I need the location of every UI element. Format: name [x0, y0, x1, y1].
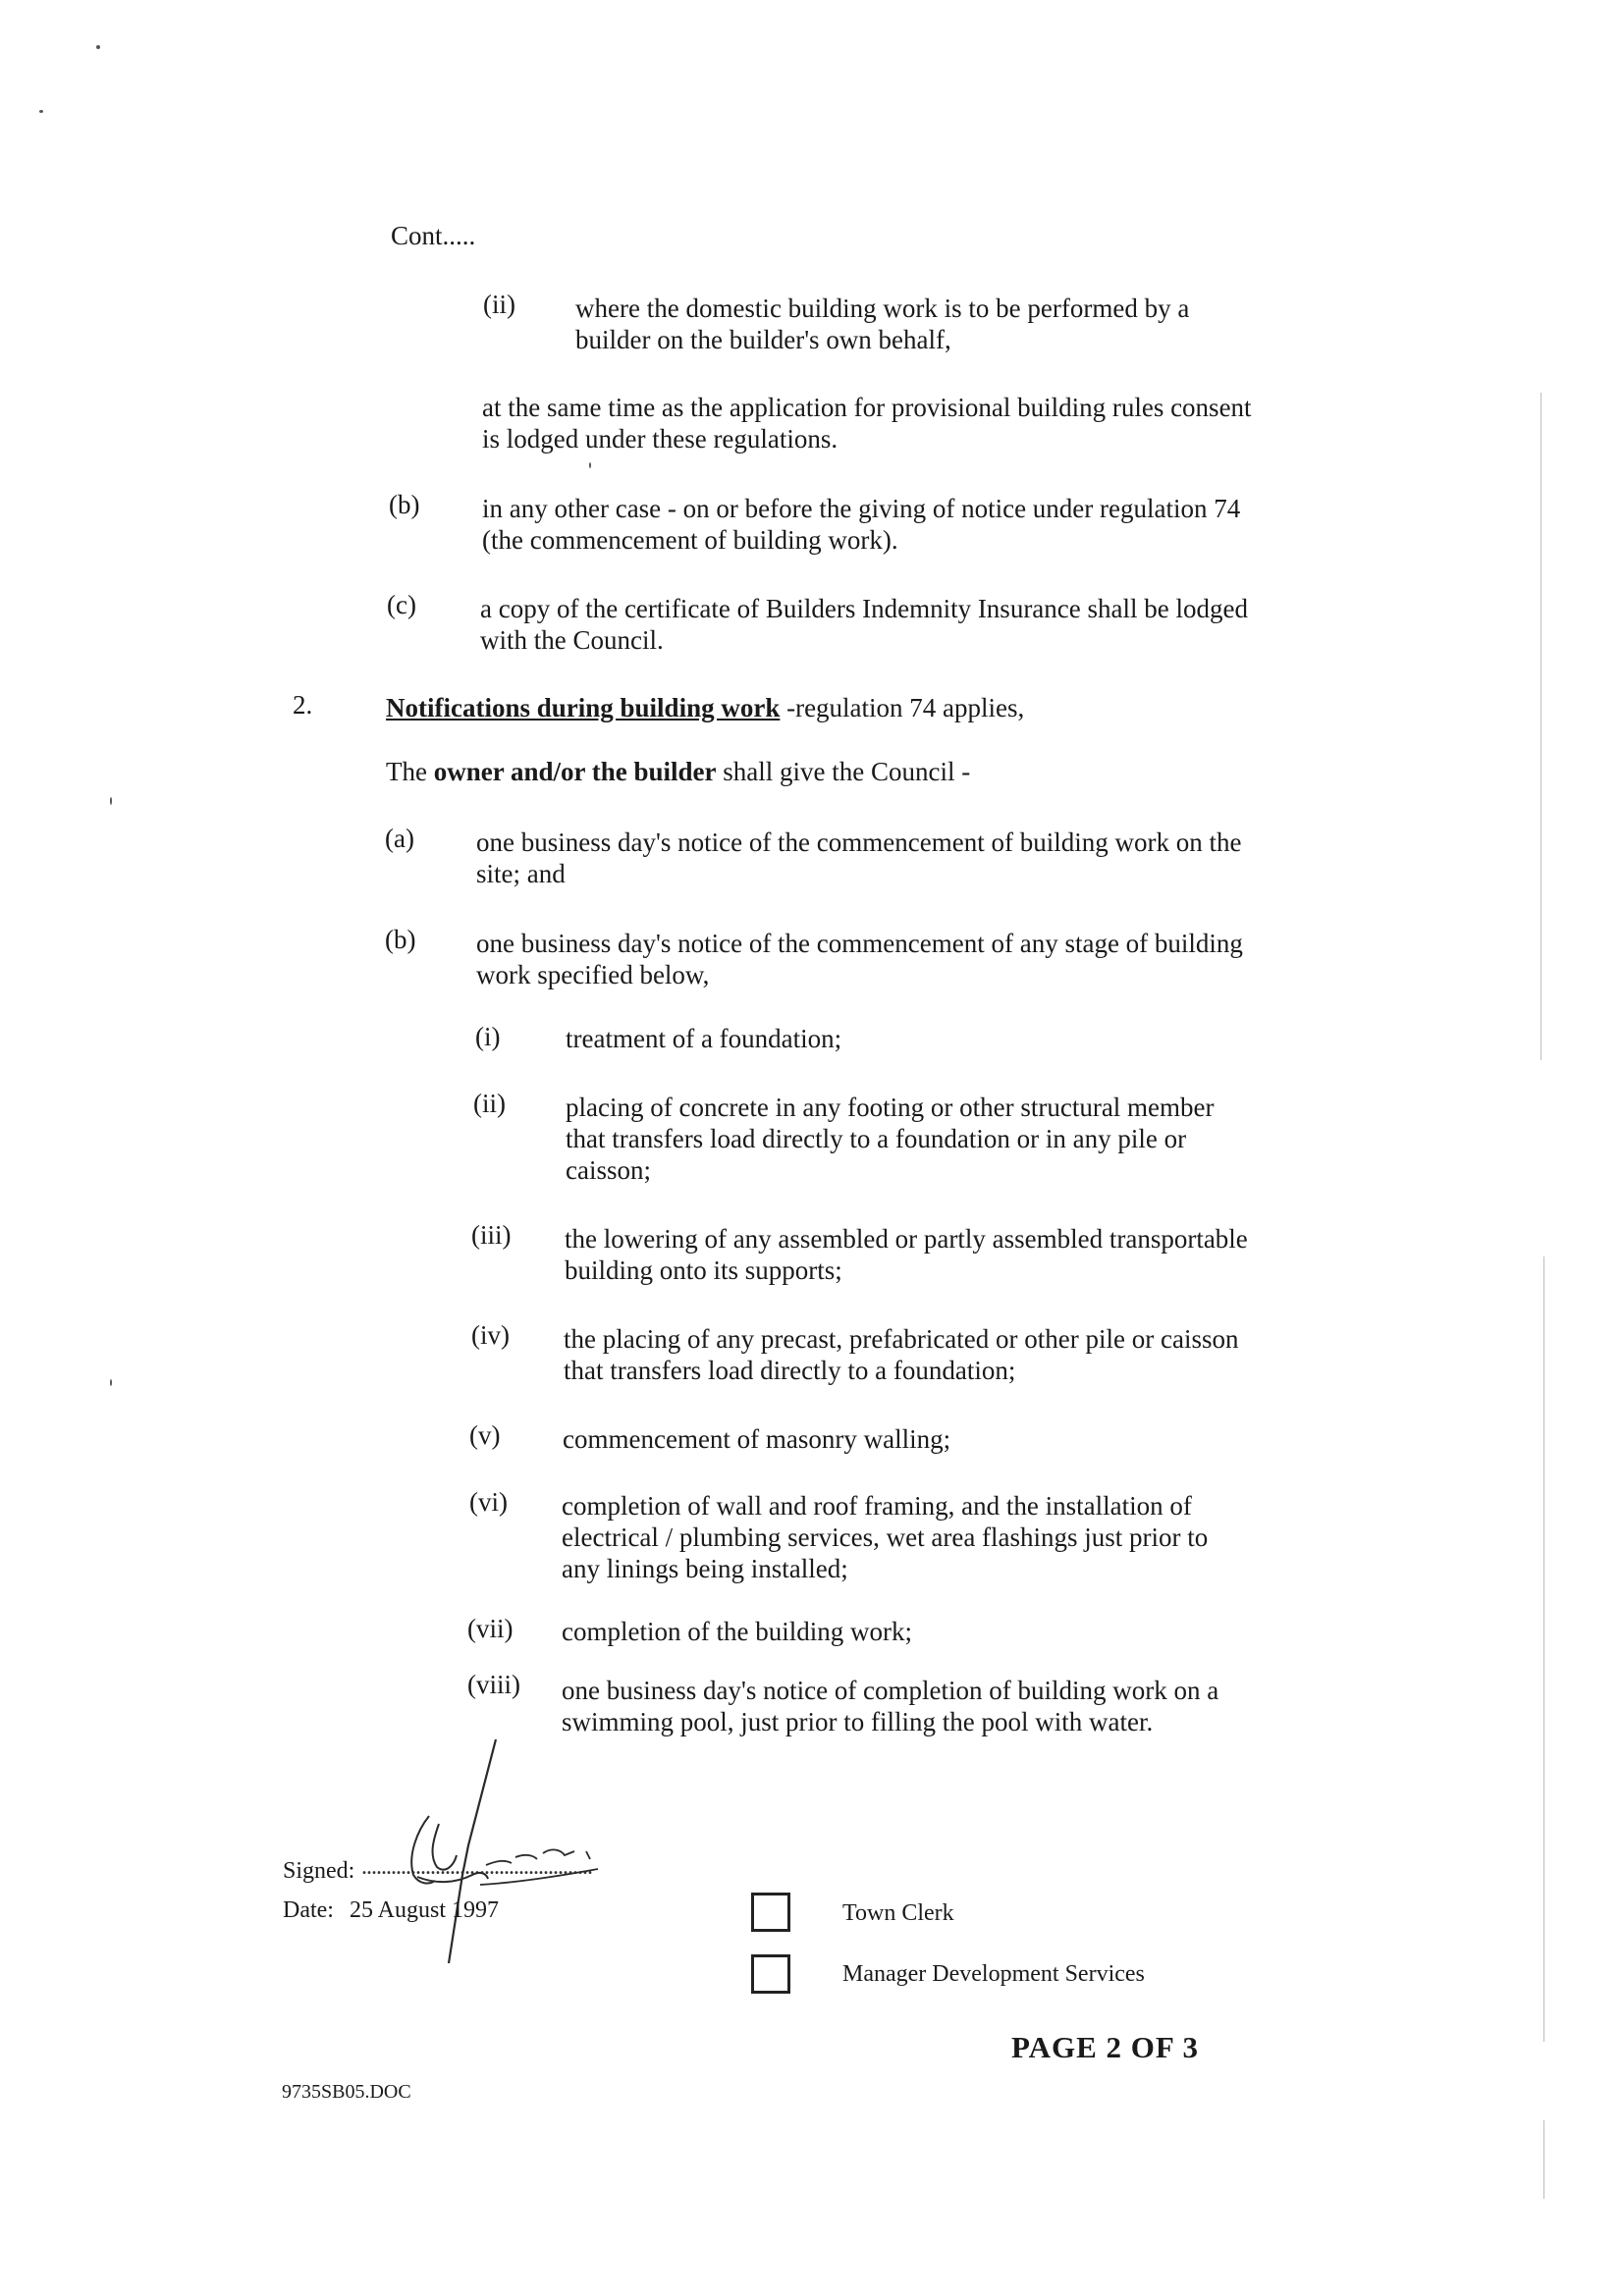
item-b2-text: [476, 928, 1321, 990]
subitem-line: that transfers load directly to a foundation;: [564, 1356, 1016, 1385]
subitem-line: electrical / plumbing services, wet area flashings just prior to: [562, 1522, 1209, 1552]
date-value: 25 August 1997: [350, 1897, 500, 1923]
scan-edge-line: [1543, 1256, 1544, 2042]
item-text-line: builder on the builder's own behalf,: [575, 325, 951, 354]
scan-edge-line: [1543, 2120, 1544, 2199]
subitem-line: that transfers load directly to a foundation or in any pile or: [566, 1124, 1187, 1153]
item-b2-label: (b): [385, 925, 416, 954]
subitem-text: [563, 1423, 1309, 1455]
section-lead: [386, 756, 1270, 787]
item-line: site; and: [476, 859, 566, 888]
section-heading: [386, 692, 1270, 723]
subitem-label: (ii): [473, 1089, 506, 1118]
subitem-label: (vi): [469, 1487, 508, 1517]
item-line: in any other case - on or before the giving of notice under regulation 74: [482, 494, 1241, 523]
subitem-line: completion of the building work;: [562, 1617, 912, 1646]
subitem-line: caisson;: [566, 1155, 651, 1185]
subitem-text: [562, 1490, 1308, 1584]
lead-bold: owner and/or the builder: [433, 757, 717, 786]
scan-speck: [110, 1379, 112, 1386]
subitem-line: the placing of any precast, prefabricated or other pile or caisson: [564, 1324, 1239, 1354]
checkbox-label-town-clerk: Town Clerk: [842, 1900, 954, 1926]
intro-line: is lodged under these regulations.: [482, 424, 839, 454]
scan-speck: [39, 110, 43, 113]
intro-line: at the same time as the application for provisional building rules consent: [482, 393, 1252, 422]
item-c-text: [480, 593, 1325, 656]
item-a-text: [476, 827, 1321, 889]
item-a-label: (a): [385, 824, 414, 853]
item-text: [575, 293, 1282, 355]
item-text-line: where the domestic building work is to be performed by a: [575, 294, 1190, 323]
item-c-label: (c): [387, 590, 416, 619]
intro-paragraph: [482, 392, 1326, 454]
date-label: Date:: [283, 1897, 334, 1923]
subitem-line: swimming pool, just prior to filling the pool with water.: [562, 1707, 1154, 1736]
subitem-line: the lowering of any assembled or partly assembled transportable: [565, 1224, 1248, 1254]
item-line: (the commencement of building work).: [482, 525, 898, 555]
checkbox-manager-development-services[interactable]: [751, 1954, 790, 1994]
item-line: one business day's notice of the commencement of building work on the: [476, 828, 1242, 857]
scan-edge-line: [1541, 393, 1542, 1060]
subitem-label: (vii): [467, 1614, 514, 1643]
item-line: with the Council.: [480, 625, 664, 655]
subitem-label: (v): [469, 1420, 501, 1450]
subitem-label: (viii): [467, 1670, 520, 1699]
item-line: a copy of the certificate of Builders Indemnity Insurance shall be lodged: [480, 594, 1248, 623]
subitem-label: (iii): [471, 1220, 512, 1250]
subitem-text: [562, 1675, 1308, 1737]
subitem-line: placing of concrete in any footing or other structural member: [566, 1093, 1215, 1122]
item-line: one business day's notice of the commencement of any stage of building: [476, 929, 1243, 958]
section-heading-suffix: -regulation 74 applies,: [780, 693, 1025, 722]
section-heading-title: Notifications during building work: [386, 693, 781, 722]
subitem-line: treatment of a foundation;: [566, 1024, 842, 1053]
subitem-line: one business day's notice of completion of building work on a: [562, 1676, 1219, 1705]
subitem-label: (iv): [471, 1320, 510, 1350]
signed-label: Signed:: [283, 1858, 355, 1884]
subitem-text: [566, 1092, 1312, 1186]
item-line: work specified below,: [476, 960, 710, 989]
handwritten-signature: [378, 1737, 633, 1973]
subitem-text: [566, 1023, 1312, 1054]
scan-speck: [589, 462, 591, 468]
item-b-label: (b): [389, 490, 420, 519]
subitem-text: [562, 1616, 1308, 1647]
scan-speck: [96, 45, 100, 49]
checkbox-label-manager-development-services: Manager Development Services: [842, 1961, 1145, 1987]
subitem-line: commencement of masonry walling;: [563, 1424, 951, 1454]
item-b-text: [482, 493, 1326, 556]
subitem-text: [565, 1223, 1311, 1286]
checkbox-town-clerk[interactable]: [751, 1893, 790, 1932]
item-label: (ii): [483, 290, 515, 319]
document-filename: 9735SB05.DOC: [282, 2081, 411, 2103]
scan-speck: [110, 797, 112, 805]
lead-pre: The: [386, 757, 434, 786]
continued-label: Cont.....: [391, 221, 476, 250]
subitem-label: (i): [475, 1022, 501, 1051]
subitem-text: [564, 1323, 1310, 1386]
subitem-line: completion of wall and roof framing, and the installation of: [562, 1491, 1192, 1521]
page-number: PAGE 2 OF 3: [1011, 2030, 1199, 2064]
signature-dots: ...............................................: [361, 1854, 592, 1880]
subitem-line: building onto its supports;: [565, 1255, 842, 1285]
subitem-line: any linings being installed;: [562, 1554, 848, 1583]
section-number: 2.: [293, 690, 313, 720]
lead-post: shall give the Council -: [716, 757, 971, 786]
